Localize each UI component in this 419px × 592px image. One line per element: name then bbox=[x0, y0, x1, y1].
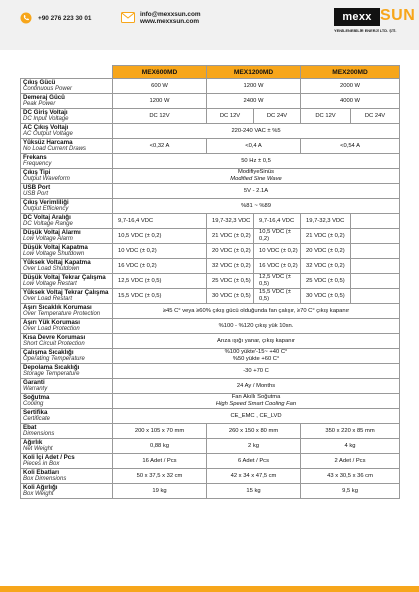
table-row bbox=[21, 379, 400, 394]
email-address[interactable]: info@mexxsun.com bbox=[140, 11, 201, 18]
row-label-tr: Yüksek Voltaj Tekrar Çalışma bbox=[23, 289, 109, 296]
row-label-en: Certificate bbox=[23, 416, 51, 422]
row-label bbox=[21, 379, 113, 394]
row-label bbox=[21, 244, 113, 259]
row-label bbox=[21, 409, 113, 424]
table-row bbox=[21, 244, 400, 259]
table-cell: 10,5 VDC (± 0,2) bbox=[254, 229, 301, 244]
row-label bbox=[21, 469, 113, 484]
table-cell: 4000 W bbox=[301, 94, 400, 109]
table-cell: 1200 W bbox=[113, 94, 207, 109]
table-cell: 220-240 VAC ± %5 bbox=[113, 124, 400, 139]
row-label-tr: Ağırlık bbox=[23, 439, 43, 446]
table-row bbox=[21, 184, 400, 199]
table-row bbox=[21, 274, 400, 289]
row-label-tr: Koli Ebatları bbox=[23, 469, 60, 476]
table-cell: 350 x 220 x 85 mm bbox=[301, 424, 400, 439]
table-cell: 10,5 VDC (± 0,2) bbox=[113, 229, 207, 244]
table-cell: DC 12V bbox=[207, 109, 254, 124]
table-cell: 30 VDC (± 0,5) bbox=[207, 289, 254, 304]
company-logo: mexx SUN YENİLENEBİLİR ENERJİ LTD. ŞTİ. bbox=[334, 7, 416, 33]
envelope-icon bbox=[121, 12, 135, 23]
row-label bbox=[21, 319, 113, 334]
table-row bbox=[21, 109, 400, 124]
footer-bar bbox=[0, 586, 419, 592]
row-label-en: Output Efficiency bbox=[23, 206, 69, 212]
row-label bbox=[21, 484, 113, 499]
row-label-en: Warranty bbox=[23, 386, 48, 392]
row-label-tr: Düşük Voltaj Alarmı bbox=[23, 229, 81, 236]
row-label-en: Output Waveform bbox=[23, 176, 70, 182]
table-cell: <0,54 A bbox=[301, 139, 400, 154]
row-label bbox=[21, 454, 113, 469]
row-label bbox=[21, 394, 113, 409]
table-cell: 15 kg bbox=[207, 484, 301, 499]
cell-line: %50 yükte +60 C° bbox=[232, 356, 280, 362]
table-cell bbox=[351, 259, 400, 274]
row-label-tr: Düşük Voltaj Kapatma bbox=[23, 244, 88, 251]
row-label bbox=[21, 94, 113, 109]
phone-number[interactable]: +90 276 223 30 01 bbox=[38, 15, 92, 22]
row-label-en: Frequency bbox=[23, 161, 52, 167]
row-label bbox=[21, 139, 113, 154]
row-label-en: Over Load Shutdown bbox=[23, 266, 80, 272]
row-label bbox=[21, 304, 113, 319]
table-cell: 15,5 VDC (± 0,5) bbox=[113, 289, 207, 304]
table-cell: <0,32 A bbox=[113, 139, 207, 154]
row-label-tr: Kısa Devre Koruması bbox=[23, 334, 86, 341]
table-cell: 2 kg bbox=[207, 439, 301, 454]
row-label bbox=[21, 259, 113, 274]
row-label-en: Peak Power bbox=[23, 101, 56, 107]
row-label-en: Over Load Protection bbox=[23, 326, 80, 332]
table-cell: 12,5 VDC (± 0,5) bbox=[254, 274, 301, 289]
row-label-en: No Load Current Draws bbox=[23, 146, 87, 152]
row-label-tr: DC Voltaj Aralığı bbox=[23, 214, 71, 221]
table-row bbox=[21, 259, 400, 274]
table-cell: DC 24V bbox=[254, 109, 301, 124]
table-row bbox=[21, 334, 400, 349]
table-cell: 25 VDC (± 0,5) bbox=[301, 274, 351, 289]
row-label-tr: Soğutma bbox=[23, 394, 50, 401]
table-row bbox=[21, 454, 400, 469]
table-cell bbox=[351, 274, 400, 289]
table-row bbox=[21, 79, 400, 94]
cell-line: Modified Sine Wave bbox=[230, 176, 282, 182]
table-row bbox=[21, 124, 400, 139]
table-cell: 16 VDC (± 0,2) bbox=[254, 259, 301, 274]
table-cell: 10 VDC (± 0,2) bbox=[113, 244, 207, 259]
table-cell bbox=[113, 394, 400, 409]
phone-icon bbox=[20, 12, 32, 24]
row-label bbox=[21, 439, 113, 454]
table-row bbox=[21, 139, 400, 154]
row-label-en: Short Circuit Protection bbox=[23, 341, 85, 347]
row-label-en: Net Weight bbox=[23, 446, 53, 452]
table-cell: DC 12V bbox=[113, 109, 207, 124]
table-cell: 0,88 kg bbox=[113, 439, 207, 454]
table-cell: <0,4 A bbox=[207, 139, 301, 154]
table-cell: 25 VDC (± 0,5) bbox=[207, 274, 254, 289]
row-label-en: Low Voltage Shutdown bbox=[23, 251, 85, 257]
row-label-tr: Garanti bbox=[23, 379, 45, 386]
row-label-tr: Koli Ağırlığı bbox=[23, 484, 58, 491]
row-label-en: DC Voltage Range bbox=[23, 221, 73, 227]
table-cell: %100 - %120 çıkış yük 10sn. bbox=[113, 319, 400, 334]
row-label-en: Cooling bbox=[23, 401, 44, 407]
table-cell: 19 kg bbox=[113, 484, 207, 499]
row-label-en: Low Voltage Alarm bbox=[23, 236, 73, 242]
table-cell: Arıza ışığı yanar, çıkış kapanır bbox=[113, 334, 400, 349]
table-cell: 21 VDC (± 0,2) bbox=[207, 229, 254, 244]
table-cell: 6 Adet / Pcs bbox=[207, 454, 301, 469]
row-label-en: USB Port bbox=[23, 191, 49, 197]
row-label bbox=[21, 124, 113, 139]
table-cell: 4 kg bbox=[301, 439, 400, 454]
row-label-tr: Çalışma Sıcaklığı bbox=[23, 349, 74, 356]
table-cell: 24 Ay / Months bbox=[113, 379, 400, 394]
row-label bbox=[21, 229, 113, 244]
row-label-tr: Çıkış Tipi bbox=[23, 169, 51, 176]
table-cell: 600 W bbox=[113, 79, 207, 94]
row-label bbox=[21, 274, 113, 289]
row-label bbox=[21, 79, 113, 94]
table-cell: DC 24V bbox=[351, 109, 400, 124]
table-cell: 30 VDC (± 0,5) bbox=[301, 289, 351, 304]
table-cell: 9,7-16,4 VDC bbox=[254, 214, 301, 229]
row-label-en: Over Load Restart bbox=[23, 296, 73, 302]
row-label-en: AC Output Voltage bbox=[23, 131, 73, 137]
column-header: MEX200MD bbox=[301, 66, 400, 79]
table-cell: CE_EMC , CE_LVD bbox=[113, 409, 400, 424]
table-row bbox=[21, 169, 400, 184]
spec-table bbox=[20, 65, 400, 499]
table-row bbox=[21, 199, 400, 214]
row-label-tr: Çıkış Gücü bbox=[23, 79, 56, 86]
table-cell: 9,7-16,4 VDC bbox=[113, 214, 207, 229]
table-cell: -30 +70 C bbox=[113, 364, 400, 379]
row-label-en: Low Voltage Restart bbox=[23, 281, 77, 287]
table-cell: 2 Adet / Pcs bbox=[301, 454, 400, 469]
table-row bbox=[21, 469, 400, 484]
table-cell: 15,5 VDC (± 0,5) bbox=[254, 289, 301, 304]
table-cell bbox=[351, 214, 400, 229]
table-cell: ≥45 C° veya ≥60% çıkış gücü olduğunda fan çalışır, ≥70 C° çıkış kapanır bbox=[113, 304, 400, 319]
table-row bbox=[21, 319, 400, 334]
table-cell: 5V - 2.1A bbox=[113, 184, 400, 199]
table-row bbox=[21, 484, 400, 499]
row-label bbox=[21, 289, 113, 304]
table-cell: 2000 W bbox=[301, 79, 400, 94]
table-cell: 2400 W bbox=[207, 94, 301, 109]
table-cell: DC 12V bbox=[301, 109, 351, 124]
table-row bbox=[21, 349, 400, 364]
table-cell: 50 x 37,5 x 32 cm bbox=[113, 469, 207, 484]
row-label-en: Continuous Power bbox=[23, 86, 73, 92]
table-cell: 1200 W bbox=[207, 79, 301, 94]
table-row bbox=[21, 394, 400, 409]
table-row bbox=[21, 229, 400, 244]
table-cell: 20 VDC (± 0,2) bbox=[301, 244, 351, 259]
row-label bbox=[21, 184, 113, 199]
row-label-en: Storage Temperature bbox=[23, 371, 80, 377]
table-cell bbox=[351, 229, 400, 244]
table-cell: 20 VDC (± 0,2) bbox=[207, 244, 254, 259]
row-label bbox=[21, 424, 113, 439]
table-cell: 16 Adet / Pcs bbox=[113, 454, 207, 469]
row-label bbox=[21, 334, 113, 349]
table-cell bbox=[351, 244, 400, 259]
row-label-tr: Ebat bbox=[23, 424, 37, 431]
table-row bbox=[21, 424, 400, 439]
row-label-tr: Frekans bbox=[23, 154, 47, 161]
row-label-en: Dimensions bbox=[23, 431, 55, 437]
row-label bbox=[21, 199, 113, 214]
table-cell: 10 VDC (± 0,2) bbox=[254, 244, 301, 259]
table-header-row bbox=[21, 66, 400, 79]
row-label-tr: Demeraj Gücü bbox=[23, 94, 65, 101]
row-label-tr: Yüksek Voltaj Kapatma bbox=[23, 259, 91, 266]
row-label-tr: Çıkış Verimliliği bbox=[23, 199, 69, 206]
row-label-en: Operating Temperature bbox=[23, 356, 85, 362]
cell-line: Fan Akıllı Soğutma bbox=[231, 394, 281, 401]
table-cell: 16 VDC (± 0,2) bbox=[113, 259, 207, 274]
row-label bbox=[21, 349, 113, 364]
table-cell: 12,5 VDC (± 0,5) bbox=[113, 274, 207, 289]
table-cell: 260 x 150 x 80 mm bbox=[207, 424, 301, 439]
row-label-tr: Depolama Sıcaklığı bbox=[23, 364, 80, 371]
row-label bbox=[21, 169, 113, 184]
table-cell bbox=[351, 289, 400, 304]
table-cell: %81 ~ %89 bbox=[113, 199, 400, 214]
row-label-en: DC Input Voltage bbox=[23, 116, 69, 122]
table-cell: 21 VDC (± 0,2) bbox=[301, 229, 351, 244]
table-cell: 43 x 30,5 x 36 cm bbox=[301, 469, 400, 484]
table-row bbox=[21, 214, 400, 229]
row-label-en: Box Dimensions bbox=[23, 476, 67, 482]
table-cell: 9,5 kg bbox=[301, 484, 400, 499]
table-row bbox=[21, 364, 400, 379]
header-bar bbox=[0, 0, 419, 50]
row-label-tr: Aşırı Sıcaklık Koruması bbox=[23, 304, 92, 311]
row-label bbox=[21, 214, 113, 229]
row-label-tr: Aşırı Yük Koruması bbox=[23, 319, 80, 326]
table-row bbox=[21, 289, 400, 304]
row-label-tr: Düşük Voltaj Tekrar Çalışma bbox=[23, 274, 106, 281]
table-row bbox=[21, 409, 400, 424]
table-cell: 50 Hz ± 0,5 bbox=[113, 154, 400, 169]
table-row bbox=[21, 154, 400, 169]
table-cell: 200 x 105 x 70 mm bbox=[113, 424, 207, 439]
table-row bbox=[21, 439, 400, 454]
cell-line: %100 yükte'-15~ +40 C° bbox=[224, 349, 288, 356]
table-cell bbox=[113, 349, 400, 364]
cell-line: High Speed Smart Cooling Fan bbox=[215, 401, 297, 407]
table-cell: 42 x 34 x 47,5 cm bbox=[207, 469, 301, 484]
row-label bbox=[21, 154, 113, 169]
row-label-tr: DC Giriş Voltajı bbox=[23, 109, 68, 116]
row-label-en: Over Temperature Protection bbox=[23, 311, 101, 317]
table-cell: 32 VDC (± 0,2) bbox=[207, 259, 254, 274]
row-label-tr: Koli İçi Adet / Pcs bbox=[23, 454, 75, 461]
column-header: MEX1200MD bbox=[207, 66, 301, 79]
table-cell: 19,7-32,3 VDC bbox=[207, 214, 254, 229]
table-row bbox=[21, 304, 400, 319]
table-cell bbox=[113, 169, 400, 184]
table-row bbox=[21, 94, 400, 109]
website-address[interactable]: www.mexxsun.com bbox=[140, 18, 200, 25]
row-label-tr: AC Çıkış Voltajı bbox=[23, 124, 69, 131]
row-label-en: Box Weight bbox=[23, 491, 54, 497]
row-label-tr: Yüksüz Harcama bbox=[23, 139, 73, 146]
cell-line: ModifiyeSinüs bbox=[237, 169, 275, 176]
column-header: MEX600MD bbox=[113, 66, 207, 79]
row-label bbox=[21, 109, 113, 124]
row-label-tr: Sertifika bbox=[23, 409, 48, 416]
row-label-en: Pieces in Box bbox=[23, 461, 60, 467]
row-label-tr: USB Port bbox=[23, 184, 51, 191]
row-label bbox=[21, 364, 113, 379]
table-cell: 32 VDC (± 0,2) bbox=[301, 259, 351, 274]
table-cell: 19,7-32,3 VDC bbox=[301, 214, 351, 229]
